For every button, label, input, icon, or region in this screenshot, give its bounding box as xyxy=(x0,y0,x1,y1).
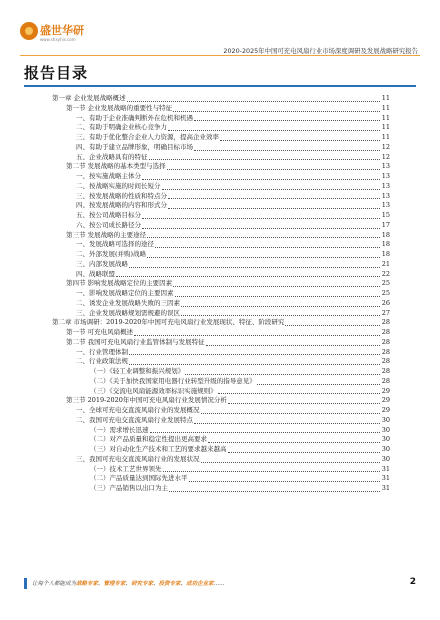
toc-page-number: 17 xyxy=(381,220,390,229)
toc-leader-dots xyxy=(173,285,380,287)
toc-entry[interactable] xyxy=(52,123,390,133)
footer-suffix: …… xyxy=(213,581,225,587)
toc-page-number: 31 xyxy=(381,464,390,473)
toc-entry-title: 一、影响发展战略定位的主要因素 xyxy=(76,289,174,297)
toc-leader-dots xyxy=(163,470,381,472)
toc-entry-title: 二、诱发企业发展战略失败的三因素 xyxy=(76,298,180,307)
toc-leader-dots xyxy=(168,207,380,209)
toc-leader-dots xyxy=(168,197,380,199)
logo-icon xyxy=(20,22,38,40)
toc-entry-title: 三、内部发展战略 xyxy=(76,259,128,268)
toc-page-number: 11 xyxy=(381,94,390,102)
toc-entry-title: 第二章 市场调研：2019-2020年中国可充电风扇行业发展现状、特征、阶段研究 xyxy=(52,318,285,327)
toc-page-number: 12 xyxy=(381,142,390,151)
toc-entry-title: 第一章 企业发展战略概述 xyxy=(52,94,126,102)
toc-page-number: 25 xyxy=(381,289,390,297)
toc-page-number: 11 xyxy=(381,113,390,122)
toc-page-number: 30 xyxy=(381,435,390,444)
toc-entry[interactable] xyxy=(52,260,390,270)
toc-entry-title: 一、行业管理体制 xyxy=(76,347,128,356)
page-header xyxy=(0,0,440,58)
toc-page-number: 28 xyxy=(381,337,390,346)
toc-entry[interactable] xyxy=(52,309,390,319)
toc-entry[interactable] xyxy=(52,465,390,475)
toc-page-number: 31 xyxy=(381,484,390,492)
toc-page-number: 11 xyxy=(381,103,390,112)
toc-page-number: 28 xyxy=(381,328,390,336)
toc-entry-title: 一、发展战略可选择的途径 xyxy=(76,240,154,249)
toc-entry-title: 四、按发展战略的内容和形式分 xyxy=(76,201,167,210)
toc-page-number: 30 xyxy=(381,445,390,453)
toc-page-number: 28 xyxy=(381,376,390,385)
toc-entry[interactable] xyxy=(52,172,390,182)
toc-entry[interactable] xyxy=(52,435,390,445)
toc-page-number: 13 xyxy=(381,201,390,210)
toc-leader-dots xyxy=(168,129,380,131)
toc-page-number: 31 xyxy=(381,474,390,483)
toc-entry[interactable] xyxy=(52,221,390,231)
toc-page-number: 30 xyxy=(381,415,390,424)
toc-entry-title: （二）产品质量达到国际先进水平 xyxy=(90,474,188,483)
page-heading: 报告目录 xyxy=(24,64,89,82)
toc-entry-title: 三、企业发展战略规划需规避的误区 xyxy=(76,308,180,317)
toc-entry-title: 二、外部发展(并购)战略 xyxy=(76,250,147,258)
toc-entry[interactable] xyxy=(52,406,390,416)
toc-entry[interactable] xyxy=(52,318,390,328)
toc-entry-title: 五、企业战略具有的特征 xyxy=(76,152,148,161)
toc-entry-title: 第二节 我国可充电风扇行业监管体制与发展特征 xyxy=(66,337,205,346)
toc-entry-title: 第三节 2019-2020年中国可充电风扇行业发展情况分析 xyxy=(66,396,227,405)
toc-leader-dots xyxy=(194,149,380,151)
toc-leader-dots xyxy=(134,334,380,336)
toc-entry-title: 第二节 发展战略的基本类型与选择 xyxy=(66,162,166,171)
toc-entry[interactable] xyxy=(52,182,390,192)
toc-leader-dots xyxy=(147,256,380,258)
toc-entry-title: 四、战略联盟 xyxy=(76,269,115,278)
toc-entry[interactable] xyxy=(52,162,390,172)
toc-entry-title: 一、按实施战略主体分 xyxy=(76,172,141,180)
toc-leader-dots xyxy=(129,363,380,365)
toc-entry[interactable] xyxy=(52,192,390,202)
toc-leader-dots xyxy=(218,392,380,394)
toc-page-number: 13 xyxy=(381,181,390,190)
toc-entry[interactable] xyxy=(52,133,390,143)
toc-entry[interactable] xyxy=(52,377,390,387)
toc-page-number: 27 xyxy=(381,308,390,317)
toc-entry-title: 三、按发展战略的性质和特点分 xyxy=(76,191,167,200)
toc-entry-title: （二）对产品质量和稳定性提出更高要求 xyxy=(90,435,207,444)
toc-entry-title: 第三节 发展战略的主要途径 xyxy=(66,230,147,239)
toc-entry-title: 二、我国可充电交直流风扇行业发展特点 xyxy=(76,415,193,424)
toc-entry[interactable] xyxy=(52,416,390,426)
toc-leader-dots xyxy=(228,451,381,453)
toc-leader-dots xyxy=(175,295,381,297)
footer-item: 成功企业家 xyxy=(186,581,214,587)
company-logo xyxy=(20,20,90,50)
toc-leader-dots xyxy=(169,490,380,492)
toc-entry[interactable] xyxy=(52,240,390,250)
toc-page-number: 18 xyxy=(381,240,390,249)
header-divider xyxy=(20,55,420,56)
toc-leader-dots xyxy=(129,266,380,268)
toc-leader-dots xyxy=(155,246,380,248)
toc-entry-title: （三）对自动化生产技术和工艺的要求越来越高 xyxy=(90,445,227,453)
toc-leader-dots xyxy=(194,422,380,424)
toc-entry[interactable] xyxy=(52,357,390,367)
toc-page-number: 22 xyxy=(381,269,390,278)
toc-page-number: 28 xyxy=(381,347,390,356)
toc-page-number: 15 xyxy=(381,211,390,219)
toc-entry[interactable] xyxy=(52,211,390,221)
toc-leader-dots xyxy=(116,275,380,277)
toc-entry-title: 二、有助于明确企业核心竞争力 xyxy=(76,123,167,132)
toc-leader-dots xyxy=(220,139,380,141)
toc-page-number: 26 xyxy=(381,298,390,307)
toc-leader-dots xyxy=(147,236,380,238)
toc-leader-dots xyxy=(228,402,380,404)
toc-entry-title: 三、我国可充电交直流风扇行业的发展状况 xyxy=(76,454,200,463)
toc-leader-dots xyxy=(285,324,380,326)
toc-entry[interactable] xyxy=(52,348,390,358)
toc-entry-title: 一、全球可充电交直流风扇行业的发展概况 xyxy=(76,406,200,414)
toc-entry[interactable] xyxy=(52,445,390,455)
toc-leader-dots xyxy=(257,383,380,385)
toc-entry-title: （一）《轻工业调整和振兴规划》 xyxy=(90,367,185,375)
toc-entry-title: 六、按公司成长路径分 xyxy=(76,220,141,229)
toc-entry-title: （一）需求增长迅速 xyxy=(90,425,149,434)
toc-entry[interactable] xyxy=(52,270,390,280)
footer-slogan: 让每个人都能成为战略专家、管理专家、研究专家、投资专家、成功企业家…… xyxy=(32,581,225,587)
toc-leader-dots xyxy=(181,305,380,307)
footer-item: 战略专家 xyxy=(76,581,99,587)
toc-page-number: 29 xyxy=(381,406,390,414)
toc-page-number: 13 xyxy=(381,191,390,200)
toc-entry[interactable] xyxy=(52,289,390,299)
logo-url: www.shxyhis.com xyxy=(40,37,76,42)
toc-entry-title: 三、有助于优化整合企业人力资源，提高企业效率 xyxy=(76,133,219,141)
toc-entry[interactable] xyxy=(52,455,390,465)
footer-item: 研究专家 xyxy=(131,581,154,587)
toc-leader-dots xyxy=(142,217,380,219)
page-footer xyxy=(24,578,416,592)
page-number: 2 xyxy=(409,577,416,587)
toc-entry[interactable] xyxy=(52,387,390,397)
toc-leader-dots xyxy=(208,441,380,443)
toc-leader-dots xyxy=(173,110,380,112)
toc-leader-dots xyxy=(189,480,381,482)
toc-leader-dots xyxy=(162,188,381,190)
report-title: 2020-2025年中国可充电风扇行业市场深度调研及发展战略研究报告 xyxy=(223,47,418,55)
toc-entry[interactable] xyxy=(52,474,390,484)
toc-leader-dots xyxy=(142,178,380,180)
toc-leader-dots xyxy=(142,227,380,229)
toc-entry-title: （三）《交流电风扇能源效率标识实施规则》 xyxy=(90,386,217,395)
toc-entry-title: 五、按公司战略目标分 xyxy=(76,211,141,219)
toc-page-number: 12 xyxy=(381,152,390,161)
toc-leader-dots xyxy=(149,158,381,160)
toc-leader-dots xyxy=(167,168,380,170)
toc-page-number: 21 xyxy=(381,259,390,268)
toc-page-number: 30 xyxy=(381,425,390,434)
toc-entry[interactable] xyxy=(52,104,390,114)
toc-entry[interactable] xyxy=(52,94,390,104)
toc-page-number: 11 xyxy=(381,123,390,132)
toc-leader-dots xyxy=(185,373,380,375)
footer-accent-bar xyxy=(24,578,27,589)
footer-item: 投资专家 xyxy=(158,581,181,587)
toc-entry[interactable] xyxy=(52,231,390,241)
logo-text: 盛世华研 xyxy=(40,24,84,37)
toc-entry-title: 第一节 可充电风扇概述 xyxy=(66,328,134,336)
toc-page-number: 18 xyxy=(381,230,390,239)
toc-entry[interactable] xyxy=(52,299,390,309)
toc-page-number: 29 xyxy=(381,396,390,405)
toc-page-number: 30 xyxy=(381,454,390,463)
toc-leader-dots xyxy=(150,431,381,433)
toc-entry[interactable] xyxy=(52,143,390,153)
toc-leader-dots xyxy=(127,100,380,102)
toc-page-number: 13 xyxy=(381,162,390,171)
toc-page-number: 18 xyxy=(381,250,390,258)
toc-leader-dots xyxy=(181,314,380,316)
toc-entry-title: 四、有助于建立品牌形象，明确目标市场 xyxy=(76,142,193,151)
toc-entry-title: 一、有助于企业准确判断外在危机和机遇 xyxy=(76,113,193,122)
toc-entry[interactable] xyxy=(52,153,390,163)
toc-entry-title: （三）产品销售以出口为主 xyxy=(90,484,168,492)
toc-entry-title: 第四节 影响发展战略定位的主要因素 xyxy=(66,279,173,288)
toc-leader-dots xyxy=(201,461,381,463)
heading-divider xyxy=(24,85,416,87)
toc-page-number: 13 xyxy=(381,172,390,180)
table-of-contents xyxy=(52,94,390,494)
toc-page-number: 28 xyxy=(381,357,390,366)
toc-entry-title: （二）《关于加快我国家用电器行业转型升级的指导意见》 xyxy=(90,376,256,385)
toc-entry[interactable] xyxy=(52,426,390,436)
toc-page-number: 28 xyxy=(381,367,390,375)
toc-entry[interactable] xyxy=(52,250,390,260)
toc-leader-dots xyxy=(206,344,380,346)
toc-entry-title: 二、行业政策法规 xyxy=(76,357,128,366)
toc-entry[interactable] xyxy=(52,114,390,124)
toc-leader-dots xyxy=(194,119,380,121)
toc-entry[interactable] xyxy=(52,328,390,338)
toc-entry[interactable] xyxy=(52,201,390,211)
toc-leader-dots xyxy=(129,353,380,355)
toc-entry[interactable] xyxy=(52,396,390,406)
toc-entry[interactable] xyxy=(52,484,390,494)
toc-entry-title: （一）技术工艺世界领先 xyxy=(90,464,162,473)
toc-entry-title: 第一节 企业发展战略的重要性与特征 xyxy=(66,103,173,112)
footer-prefix: 让每个人都能成为 xyxy=(32,581,77,587)
toc-page-number: 25 xyxy=(381,279,390,288)
toc-entry[interactable] xyxy=(52,367,390,377)
toc-entry-title: 二、按战略实施的时间长短分 xyxy=(76,181,161,190)
footer-item: 管理专家 xyxy=(103,581,126,587)
toc-entry[interactable] xyxy=(52,279,390,289)
toc-entry[interactable] xyxy=(52,338,390,348)
toc-page-number: 29 xyxy=(381,386,390,395)
toc-page-number: 11 xyxy=(381,133,390,141)
toc-page-number: 28 xyxy=(381,318,390,327)
toc-leader-dots xyxy=(201,412,381,414)
